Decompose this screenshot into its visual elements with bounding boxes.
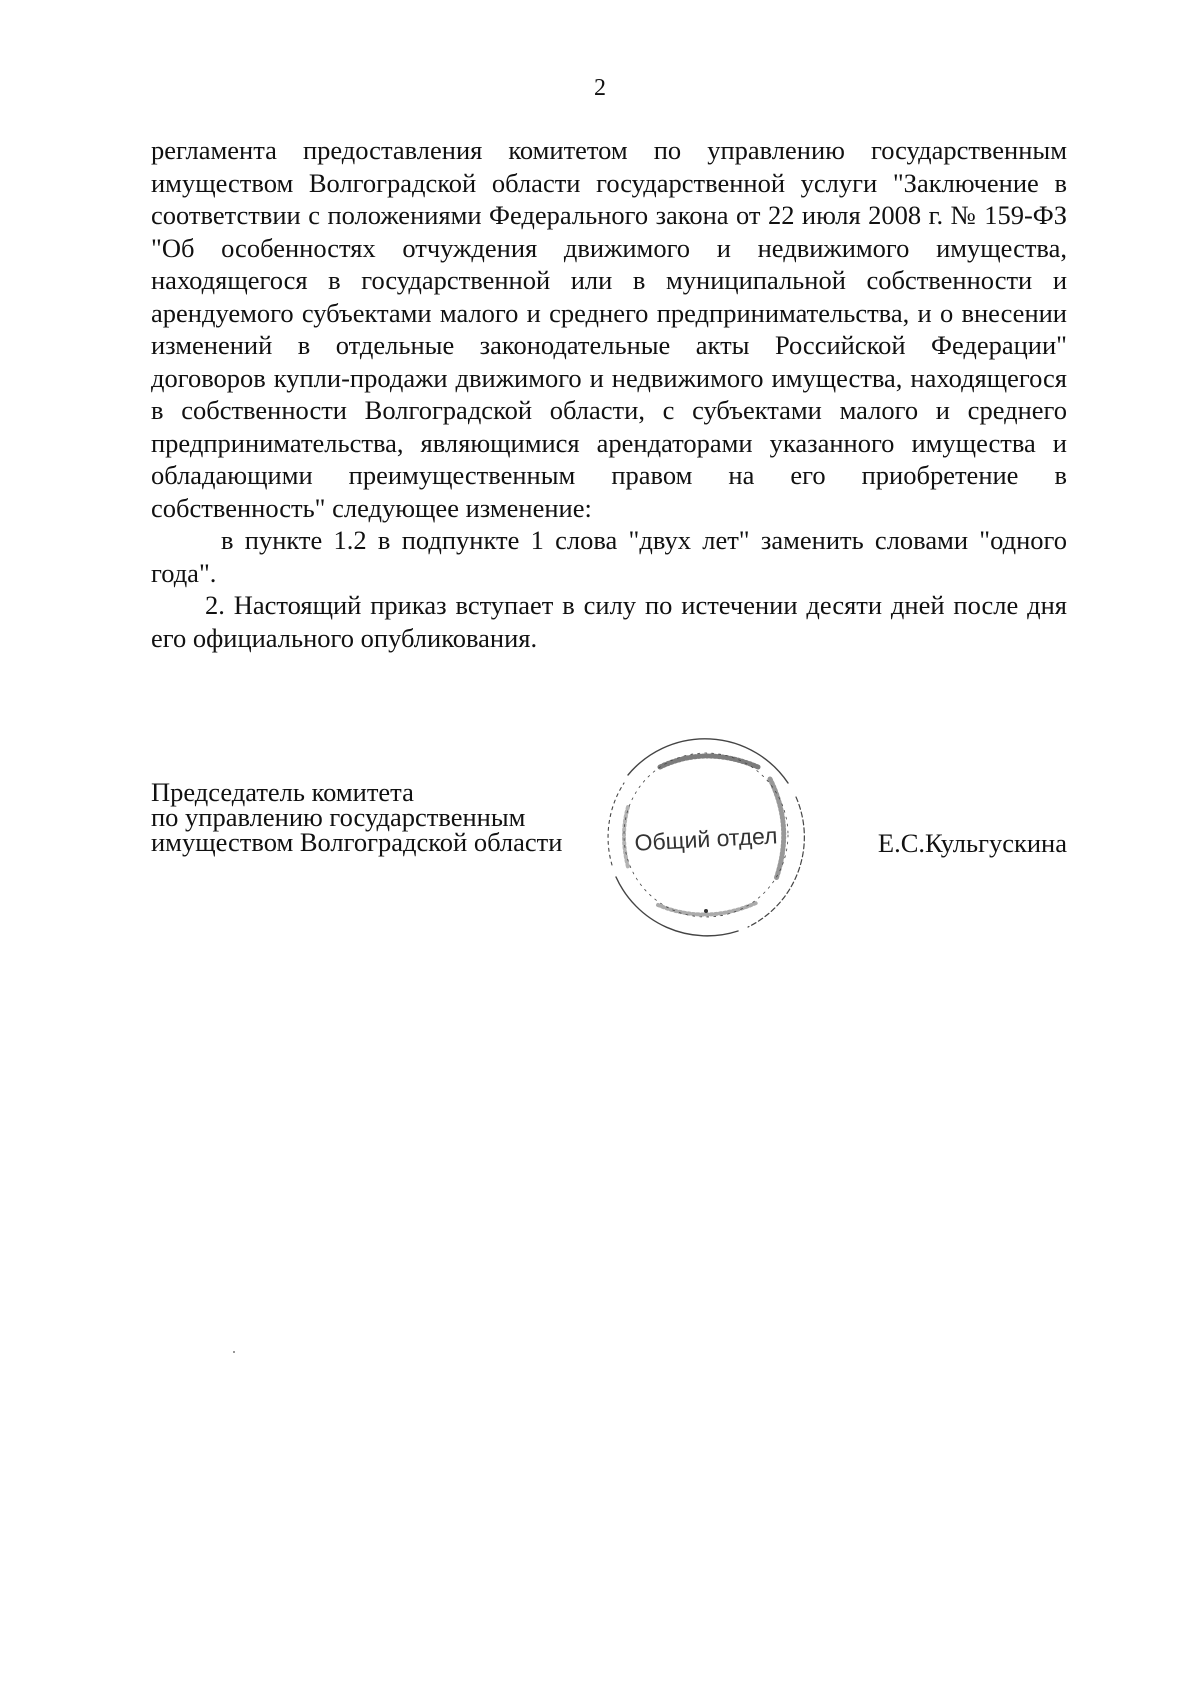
- paragraph-effective-date: 2. Настоящий приказ вступает в силу по истечении десяти дней после дня его официального опубликования.: [151, 590, 1067, 653]
- document-body: [151, 134, 1067, 654]
- page-number: 2: [594, 75, 606, 101]
- paragraph-regulation: регламента предоставления комитетом по управлению государственным имуществом Волгоградской области государственной услуги "Заключение в соответствии с положениями Федерального закона от 22 июля 2008 г. № 159-ФЗ "Об особенностях отчуждения движимого и недвижимого имущества, находящегося в государственной или в муниципальной собственности и арендуемого субъектами малого и среднего предпринимательства, и о внесении изменений в отдельные законодательные акты Российской Федерации" договоров купли-продажи движимого и недвижимого имущества, находящегося в собственности Волгоградской области, с субъектами малого и среднего предпринимательства, являющимися арендаторами указанного имущества и обладающими преимущественным правом на его приобретение в собственность" следующее изменение:: [151, 135, 1067, 523]
- stamp-outer-ring: [628, 739, 788, 783]
- stamp-outer-ring: [608, 783, 624, 865]
- scan-speck: [233, 1351, 235, 1353]
- signatory-title-line: по управлению государственным: [151, 802, 526, 832]
- signatory-name: Е.С.Кульгускина: [877, 828, 1067, 858]
- official-stamp: [598, 727, 814, 943]
- stamp-outer-ring: [616, 877, 738, 936]
- paragraph-amendment: в пункте 1.2 в подпункте 1 слова "двух лет" заменить словами "одного года".: [151, 525, 1067, 588]
- stamp-ring-text-hatching: [658, 903, 756, 915]
- stamp-outer-ring: [748, 797, 804, 927]
- stamp-dot: [704, 909, 708, 913]
- signatory-title-line: Председатель комитета: [151, 777, 414, 807]
- stamp-center-text: Общий отдел: [633, 822, 779, 856]
- stamp-ring-text-hatching: [660, 756, 758, 767]
- signatory-title-line: имуществом Волгоградской области: [151, 827, 563, 857]
- signatory-title: [151, 777, 563, 857]
- stamp-ring-text-hatching: [624, 807, 628, 867]
